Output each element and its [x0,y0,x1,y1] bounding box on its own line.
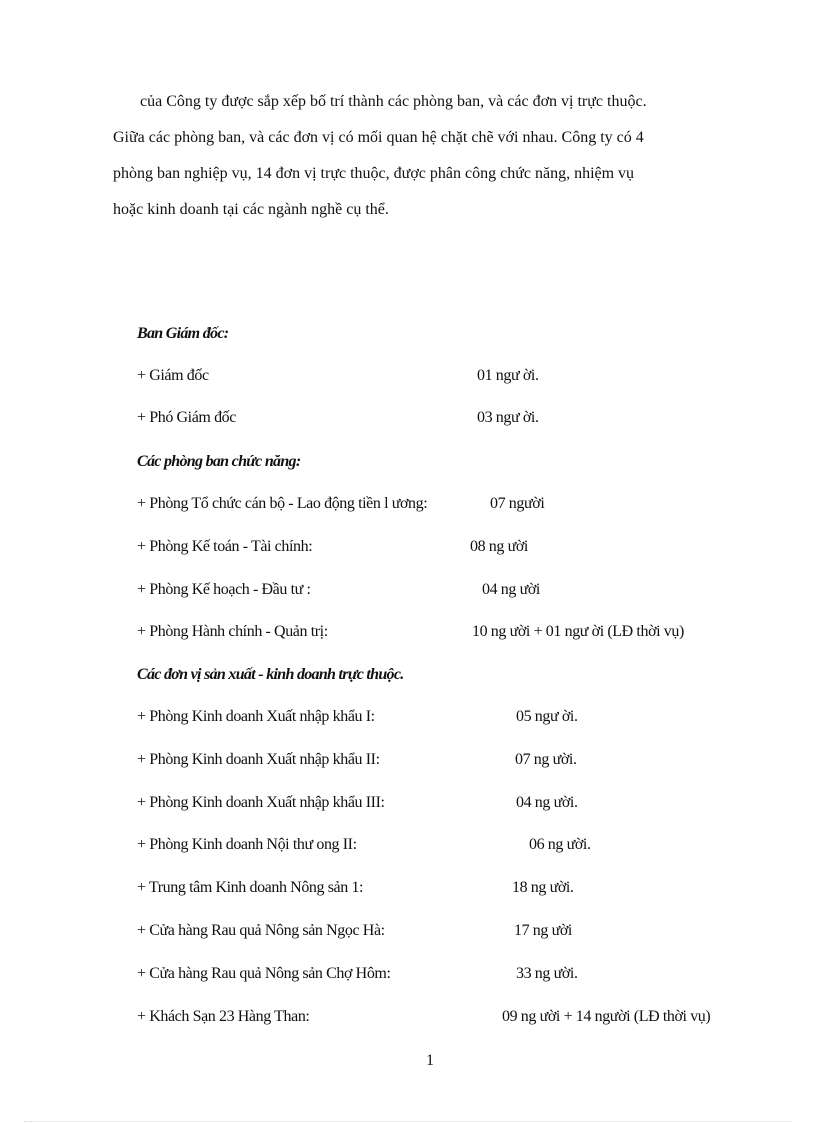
staff-row-value: 01 ngư ời. [477,367,539,384]
staff-row-value: 05 ngư ời. [516,708,578,725]
page-number: 1 [426,1052,434,1069]
staff-row-label: + Cửa hàng Rau quả Nông sản Chợ Hôm: [137,965,391,982]
staff-row-label: + Phòng Kinh doanh Xuất nhập khẩu I: [137,708,375,725]
page-bottom-rule [24,1121,792,1122]
staff-row-value: 07 người [490,495,545,512]
staff-row-label: + Phòng Kinh doanh Xuất nhập khẩu III: [137,794,385,811]
paragraph-line: Giữa các phòng ban, và các đơn vị có mối quan hệ chặt chẽ với nhau. Công ty có 4 [113,129,644,146]
staff-row-value: 04 ng ười [482,581,540,598]
section-heading-don-vi: Các đơn vị sản xuất - kinh doanh trực thuộc. [137,666,404,683]
staff-row-value: 08 ng ười [470,538,528,555]
staff-row-label: + Trung tâm Kinh doanh Nông sản 1: [137,879,364,896]
staff-row-value: 04 ng ười. [516,794,578,811]
staff-row-value: 33 ng ười. [516,965,578,982]
staff-row-label: + Cửa hàng Rau quả Nông sản Ngọc Hà: [137,922,385,939]
staff-row-label: + Phòng Kế toán - Tài chính: [137,538,313,555]
body-paragraph [113,84,740,228]
staff-row-label: + Phòng Kế hoạch - Đầu tư : [137,581,311,598]
paragraph-line: của Công ty được sắp xếp bố trí thành các phòng ban, và các đơn vị trực thuộc. [140,93,647,110]
paragraph-line: phòng ban nghiệp vụ, 14 đơn vị trực thuộc, được phân công chức năng, nhiệm vụ [113,165,635,182]
staff-row-value: 07 ng ười. [515,751,577,768]
staff-row-label: + Giám đốc [137,367,209,384]
staff-row-label: + Phòng Kinh doanh Xuất nhập khẩu II: [137,751,380,768]
staff-row-label: + Khách Sạn 23 Hàng Than: [137,1008,310,1025]
staff-row-value: 09 ng ười + 14 người (LĐ thời vụ) [502,1008,711,1025]
paragraph-line: hoặc kinh doanh tại các ngành nghề cụ thể. [113,201,389,218]
section-heading-phong-ban: Các phòng ban chức năng: [137,453,301,470]
staff-row-value: 03 ngư ời. [477,409,539,426]
staff-row-label: + Phó Giám đốc [137,409,236,426]
staff-row-label: + Phòng Hành chính - Quản trị: [137,623,328,640]
staff-row-value: 10 ng ười + 01 ngư ời (LĐ thời vụ) [472,623,684,640]
staff-row-label: + Phòng Kinh doanh Nội thư ong II: [137,836,357,853]
section-heading-ban-giam-doc: Ban Giám đốc: [137,325,229,342]
staff-row-value: 17 ng ười [514,922,572,939]
staff-row-value: 18 ng ười. [512,879,574,896]
staff-row-label: + Phòng Tổ chức cán bộ - Lao động tiền l ương: [137,495,428,512]
staff-row-value: 06 ng ười. [529,836,591,853]
